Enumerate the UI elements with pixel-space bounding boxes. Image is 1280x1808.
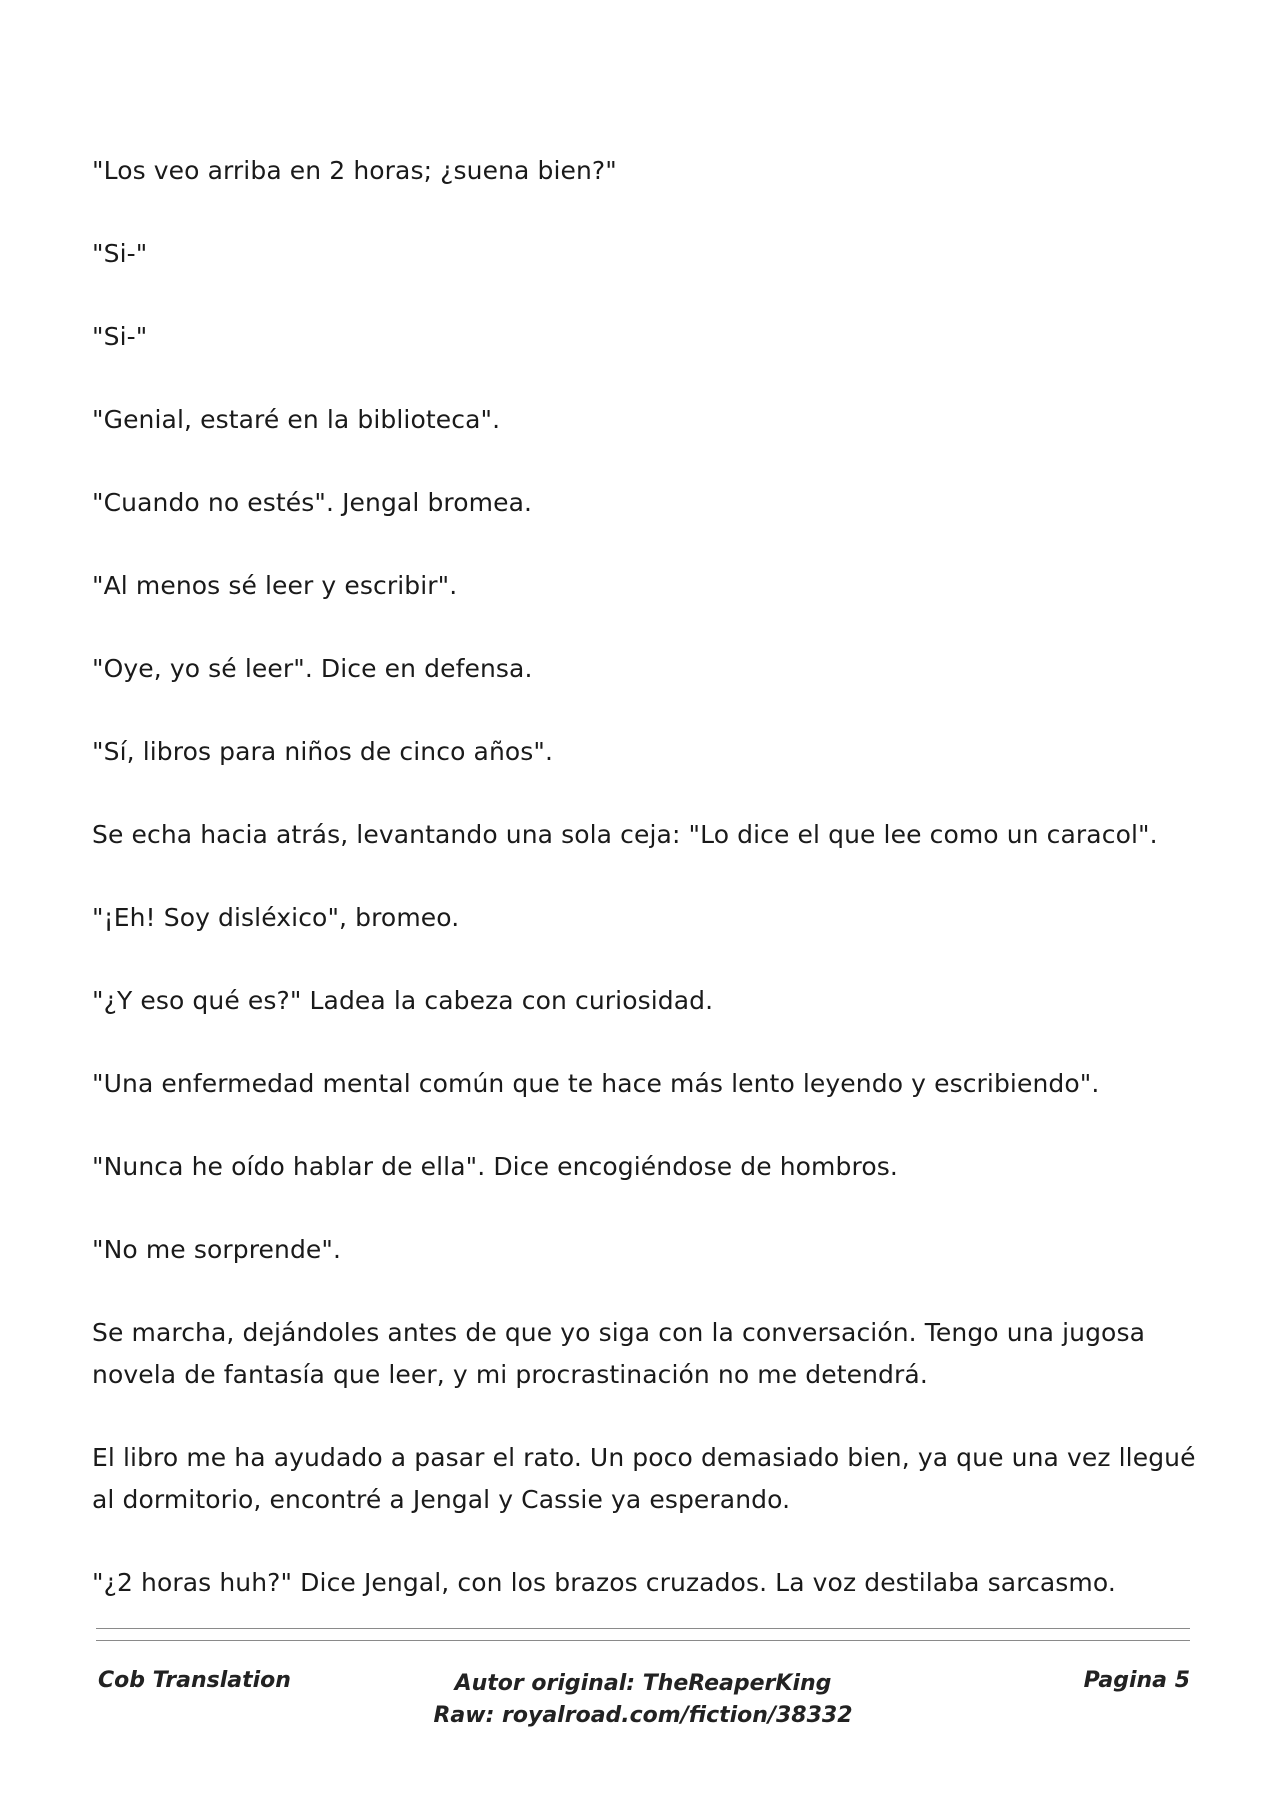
paragraph: "¡Eh! Soy disléxico", bromeo. bbox=[92, 903, 460, 932]
paragraph: Se marcha, dejándoles antes de que yo siga con la conversación. Tengo una jugosa novela de fantasía que leer, y mi procrastinación no me detendrá. bbox=[92, 1318, 1145, 1389]
footer-divider-top bbox=[96, 1628, 1190, 1629]
paragraph: "Oye, yo sé leer". Dice en defensa. bbox=[92, 654, 533, 683]
paragraph: "Cuando no estés". Jengal bromea. bbox=[92, 488, 533, 517]
footer-divider-bottom bbox=[96, 1640, 1190, 1641]
paragraph: "Una enfermedad mental común que te hace más lento leyendo y escribiendo". bbox=[92, 1069, 1100, 1098]
footer-page-number: Pagina 5 bbox=[1083, 1668, 1190, 1693]
paragraph: "No me sorprende". bbox=[92, 1235, 342, 1264]
paragraph: Se echa hacia atrás, levantando una sola ceja: "Lo dice el que lee como un caracol". bbox=[92, 820, 1158, 849]
footer-source bbox=[96, 1668, 1190, 1732]
paragraph: "Genial, estaré en la biblioteca". bbox=[92, 405, 501, 434]
paragraph: "Los veo arriba en 2 horas; ¿suena bien?" bbox=[92, 156, 617, 185]
paragraph: "¿Y eso qué es?" Ladea la cabeza con curiosidad. bbox=[92, 986, 714, 1015]
footer-author: Autor original: TheReaperKing bbox=[454, 1671, 832, 1696]
paragraph: "Nunca he oído hablar de ella". Dice encogiéndose de hombros. bbox=[92, 1152, 898, 1181]
paragraph: "Si-" bbox=[92, 322, 148, 351]
footer-raw-link: Raw: royalroad.com/fiction/38332 bbox=[433, 1703, 853, 1728]
body-text bbox=[92, 150, 1202, 1645]
paragraph: "¿2 horas huh?" Dice Jengal, con los brazos cruzados. La voz destilaba sarcasmo. bbox=[92, 1568, 1116, 1597]
footer-translator: Cob Translation bbox=[98, 1668, 291, 1693]
paragraph: "Sí, libros para niños de cinco años". bbox=[92, 737, 554, 766]
page-footer bbox=[96, 1668, 1190, 1748]
paragraph: El libro me ha ayudado a pasar el rato. Un poco demasiado bien, ya que una vez llegué al dormitorio, encontré a Jengal y Cassie ya esperando. bbox=[92, 1443, 1196, 1514]
paragraph: "Al menos sé leer y escribir". bbox=[92, 571, 458, 600]
paragraph: "Si-" bbox=[92, 239, 148, 268]
